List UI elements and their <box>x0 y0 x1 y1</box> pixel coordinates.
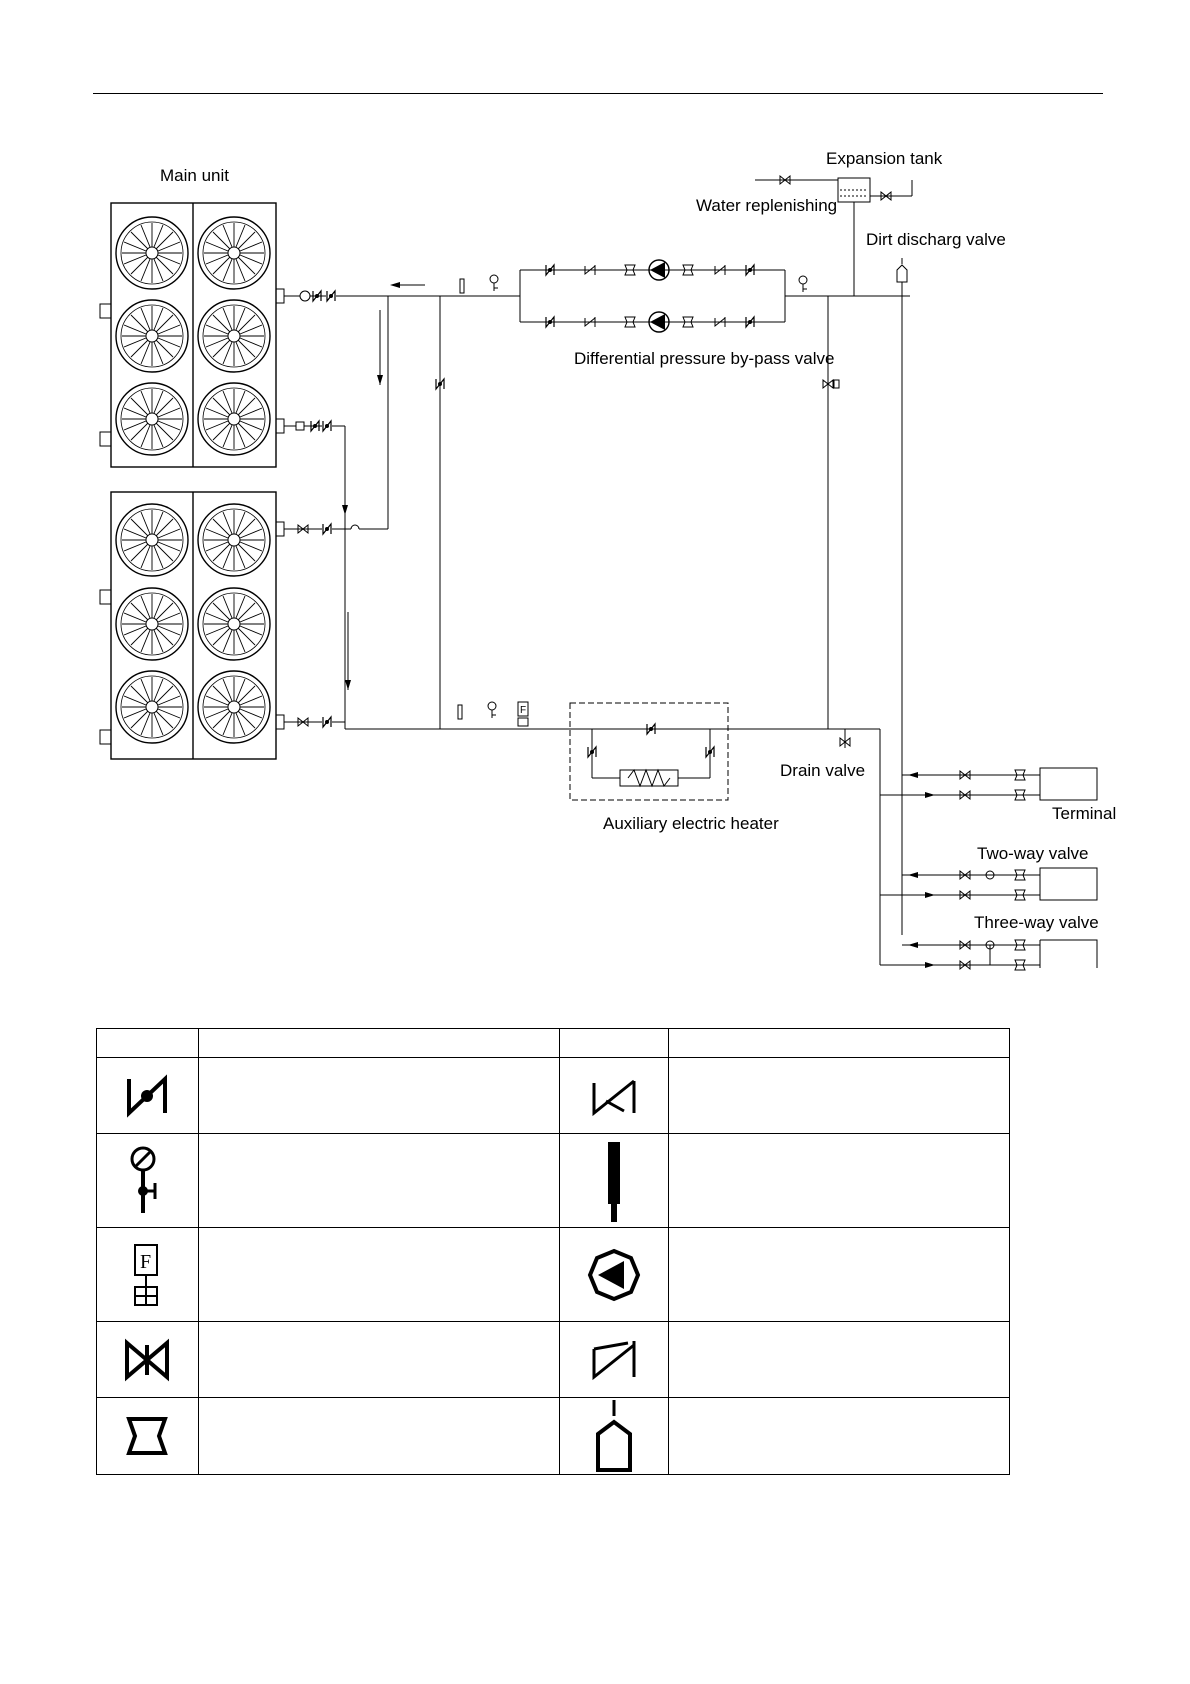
pump-header <box>520 270 910 322</box>
bypass-valve-label: Differential pressure by-pass valve <box>574 349 835 368</box>
pressure-gauge-icon <box>97 1134 199 1228</box>
two-way-valve-label: Two-way valve <box>977 844 1089 863</box>
legend-row <box>97 1228 1010 1322</box>
water-replenishing-label: Water replenishing <box>696 196 838 215</box>
legend-text <box>198 1134 560 1228</box>
svg-text:F: F <box>140 1250 152 1273</box>
legend-row <box>97 1058 1010 1134</box>
main-unit-upper <box>100 203 276 467</box>
legend-text <box>198 1228 560 1322</box>
flow-switch-icon <box>97 1228 199 1322</box>
legend-header-cell <box>198 1029 560 1058</box>
legend-text <box>669 1058 1010 1134</box>
exhaust-valve <box>897 258 907 296</box>
flow-arrow <box>390 282 400 288</box>
butterfly-valve-icon <box>560 1322 669 1398</box>
terminal-label: Terminal <box>1052 804 1117 823</box>
main-unit-lower <box>100 492 276 759</box>
dirt-discharge-valve-label: Dirt discharg valve <box>866 230 1006 249</box>
legend-text <box>669 1134 1010 1228</box>
legend-row <box>97 1398 1010 1475</box>
main-unit-label: Main unit <box>160 166 229 185</box>
legend-text <box>669 1228 1010 1322</box>
shutoff-valve-icon <box>560 1058 669 1134</box>
water-pump-icon <box>560 1228 669 1322</box>
expansion-tank-label: Expansion tank <box>826 149 943 168</box>
symbol-legend-table <box>96 1028 1010 1475</box>
soft-joint-icon <box>97 1398 199 1475</box>
legend-text <box>198 1058 560 1134</box>
legend-row <box>97 1322 1010 1398</box>
three-way-valve-label: Three-way valve <box>974 913 1099 932</box>
legend-text <box>669 1322 1010 1398</box>
thermometer-icon <box>560 1134 669 1228</box>
legend-header-cell <box>560 1029 669 1058</box>
check-valve-icon <box>97 1058 199 1134</box>
legend-header-cell <box>669 1029 1010 1058</box>
gate-valve-icon <box>97 1322 199 1398</box>
drain-valve-label: Drain valve <box>780 761 866 780</box>
two-way-valve-branch <box>880 868 1097 900</box>
terminal-branch <box>880 768 1097 800</box>
auxiliary-heater-label: Auxiliary electric heater <box>603 814 779 833</box>
legend-text <box>198 1322 560 1398</box>
legend-text <box>198 1398 560 1475</box>
legend-text <box>669 1398 1010 1475</box>
legend-row <box>97 1134 1010 1228</box>
legend-header-row <box>97 1029 1010 1058</box>
legend-header-cell <box>97 1029 199 1058</box>
svg-text:F: F <box>520 705 527 716</box>
exhaust-valve-icon <box>560 1398 669 1475</box>
